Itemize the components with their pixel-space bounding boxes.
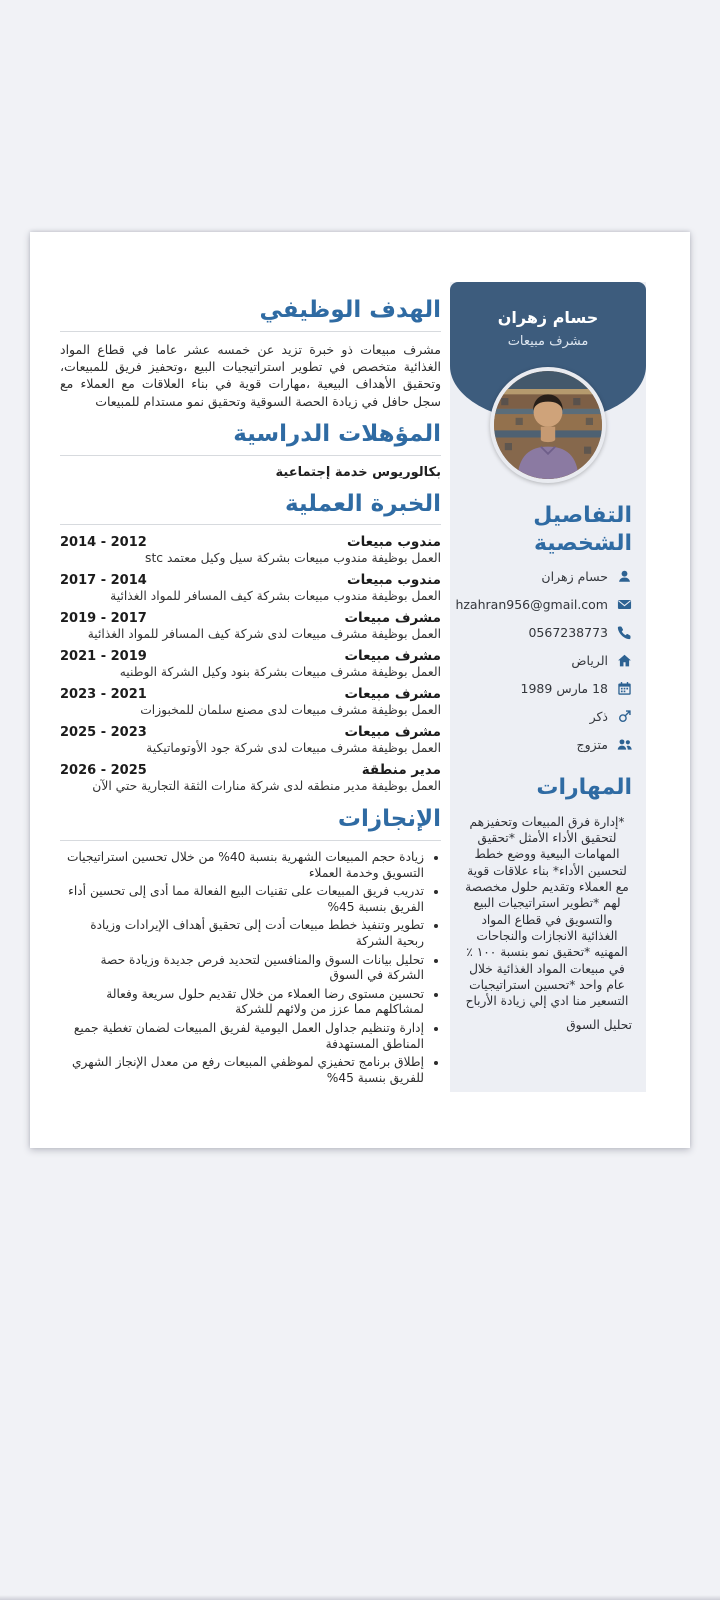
detail-value-phone: 0567238773 — [528, 625, 608, 640]
skills-text: *إدارة فرق المبيعات وتحفيزهم لتحقيق الأداء الأمثل *تحقيق المهامات البيعية ووضع خطط لتحسين الأداء* بناء علاقات قوية مع العملاء وتقديم حلول مخصصة لهم *تطوير استراتيجيات البيع والتسويق في قطاع المواد الغذائية الانجازات والنجاحات المهنيه *تحقيق نمو بنسبة ١٠٠ ٪ في مبيعات المواد الغذائية خلال عام واحد *تحسين استراتيجيات التسعير منا ادي إلي زيادة الأرباح — [465, 814, 629, 1009]
experience-description: العمل بوظيفة مدير منطقه لدى شركة منارات الثقة التجارية حتي الآن — [92, 779, 441, 794]
detail-row-birthdate — [462, 681, 632, 696]
phone-icon — [617, 625, 632, 640]
detail-value-marital-status: متزوج — [576, 737, 608, 752]
experience-title: مشرف مبيعات — [344, 648, 441, 665]
achievement-item: • تطوير وتنفيذ خطط مبيعات أدت إلى تحقيق أهداف الإيرادات وزيادة ربحية الشركة — [60, 918, 424, 949]
experience-item — [60, 762, 441, 795]
experience-dates: 2025 - 2026 — [60, 763, 147, 779]
gender-icon — [617, 709, 632, 724]
achievement-item: • تدريب فريق المبيعات على تقنيات البيع الفعالة مما أدى إلى تحسين أداء الفريق بنسبة 45% — [60, 884, 424, 915]
experience-dates: 2019 - 2021 — [60, 649, 147, 665]
skills-section — [462, 774, 632, 1032]
resume-main-column — [60, 282, 441, 1092]
personal-details-heading: التفاصيل الشخصية — [533, 503, 632, 556]
experience-dates: 2012 - 2014 — [60, 535, 147, 551]
envelope-icon — [617, 597, 632, 612]
screen-bottom-edge — [0, 1595, 720, 1600]
experience-title: مندوب مبيعات — [347, 572, 441, 589]
user-icon — [617, 569, 632, 584]
achievement-item: • تحليل بيانات السوق والمنافسين لتحديد فرص جديدة وزيادة حصة الشركة في السوق — [60, 953, 424, 984]
skills-extra-item: تحليل السوق — [566, 1017, 632, 1032]
person-job-title: مشرف مبيعات — [507, 334, 589, 349]
experience-dates: 2014 - 2017 — [60, 573, 147, 589]
education-heading: المؤهلات الدراسية — [60, 420, 441, 456]
experience-item — [60, 724, 441, 757]
experience-description: العمل بوظيفة مشرف مبيعات بشركة بنود وكيل الشركة الوطنيه — [119, 665, 441, 680]
detail-value-gender: ذكر — [589, 709, 608, 724]
objective-text: مشرف مبيعات ذو خبرة تزيد عن خمسه عشر عاما في قطاع المواد الغذائية متخصص في تطوير استراتيجيات البيع ،وتحفيز فريق للمبيعات، وتحقيق الأهداف البيعية ،مهارات قوية في بناء العلاقات مع العملاء مع سجل حافل في زيادة الحصة السوقية وتحقيق نمو مستدام للمبيعات — [60, 341, 441, 409]
experience-item — [60, 686, 441, 719]
skills-heading: المهارات — [536, 775, 632, 800]
objective-section — [60, 296, 441, 410]
experience-title: مشرف مبيعات — [344, 610, 441, 627]
achievement-item: • إدارة وتنظيم جداول العمل اليومية لفريق المبيعات لضمان تغطية جميع المناطق المستهدفة — [60, 1021, 424, 1052]
sidebar-body — [450, 502, 646, 1032]
detail-row-marital-status — [462, 737, 632, 752]
detail-value-name: حسام زهران — [541, 569, 608, 584]
objective-heading: الهدف الوظيفي — [60, 296, 441, 332]
detail-value-birthdate: 18 مارس 1989 — [520, 681, 608, 696]
experience-description: العمل بوظيفة مندوب مبيعات بشركة كيف المسافر للمواد الغذائية — [110, 589, 441, 604]
detail-row-email — [455, 597, 632, 612]
experience-title: مشرف مبيعات — [344, 724, 441, 741]
detail-row-city — [462, 653, 632, 668]
experience-description: العمل بوظيفة مندوب مبيعات بشركة سيل وكيل معتمد stc — [145, 551, 441, 566]
detail-row-name — [462, 569, 632, 584]
detail-value-email: hzahran956@gmail.com — [455, 597, 608, 612]
achievement-item: • تحسين مستوى رضا العملاء من خلال تقديم حلول سريعة وفعالة لمشاكلهم مما عزز من ولائهم للشركة — [60, 987, 424, 1018]
experience-section — [60, 490, 441, 796]
resume-sidebar — [450, 282, 646, 1092]
person-name: حسام زهران — [497, 308, 599, 327]
education-degree: بكالوريوس خدمة إجتماعية — [275, 464, 441, 480]
home-icon — [617, 653, 632, 668]
experience-heading: الخبرة العملية — [60, 490, 441, 526]
detail-row-gender — [462, 709, 632, 724]
experience-title: مشرف مبيعات — [344, 686, 441, 703]
experience-item — [60, 572, 441, 605]
experience-title: مدير منطقة — [361, 762, 441, 779]
resume-document-page — [30, 232, 690, 1148]
experience-item — [60, 534, 441, 567]
family-icon — [617, 737, 632, 752]
achievements-list — [60, 850, 441, 1087]
resume-layout — [60, 282, 646, 1092]
calendar-icon — [617, 681, 632, 696]
education-section — [60, 420, 441, 480]
achievements-heading: الإنجازات — [60, 805, 441, 841]
experience-item — [60, 610, 441, 643]
experience-dates: 2023 - 2025 — [60, 725, 147, 741]
detail-value-city: الرياض — [571, 653, 608, 668]
achievement-item: • إطلاق برنامج تحفيزي لموظفي المبيعات رفع من معدل الإنجاز الشهري للفريق بنسبة 45% — [60, 1055, 424, 1086]
detail-row-phone — [462, 625, 632, 640]
experience-description: العمل بوظيفة مشرف مبيعات لدى شركة جود الأوتوماتيكية — [146, 741, 441, 756]
experience-dates: 2021 - 2023 — [60, 687, 147, 703]
profile-photo — [490, 367, 606, 483]
experience-title: مندوب مبيعات — [347, 534, 441, 551]
experience-description: العمل بوظيفة مشرف مبيعات لدى مصنع سلمان للمخبوزات — [140, 703, 441, 718]
experience-dates: 2017 - 2019 — [60, 611, 147, 627]
experience-item — [60, 648, 441, 681]
achievements-section — [60, 805, 441, 1086]
achievement-item: • زيادة حجم المبيعات الشهرية بنسبة 40% من خلال تحسين استراتيجيات التسويق وخدمة العملاء — [60, 850, 424, 881]
experience-description: العمل بوظيفة مشرف مبيعات لدى شركة كيف المسافر للمواد الغذائية — [87, 627, 441, 642]
